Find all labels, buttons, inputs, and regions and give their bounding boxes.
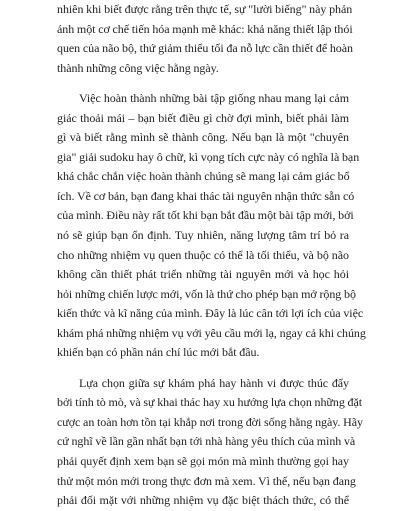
text-line: Việc hoàn thành những bài tập giống nhau mang lại cảm <box>79 91 349 106</box>
text-line: thành những công việc hằng ngày. <box>57 60 219 75</box>
text-line: gia" giải sudoku hay ô chữ, kì vọng tích cực này có nghĩa là bạn <box>57 149 360 164</box>
text-line: của mình. Điều này rất tốt khi bạn bắt đầu một bài tập mới, bởi <box>57 208 354 223</box>
text-line: thử một món mới trong thực đơn mà xem. Vì thế, nếu bạn đang <box>57 473 356 488</box>
text-line: khá chắc chắn việc hoàn thành chúng sẽ mang lại cảm giác bổ <box>57 169 350 184</box>
paragraph-2 <box>57 89 366 363</box>
text-line: nhiên khi biết được rằng trên thực tế, sự "lười biếng" này phản <box>57 2 353 16</box>
text-line: hỏi những chiến lược mới, vốn là thứ cho phép bạn mở rộng bộ <box>57 286 356 301</box>
text-line: Lựa chọn giữa sự khám phá hay hành vi được thúc đẩy <box>79 375 349 390</box>
text-line: bởi tính tò mò, và sự khai thác hay xu hướng lựa chọn những đặt <box>57 395 363 410</box>
text-line: phải đối mặt với những nhiệm vụ đặc biệt thách thức, có thể <box>57 493 349 508</box>
text-line: cứ nghĩ về lần gần nhất bạn tới nhà hàng yêu thích của mình và <box>57 434 356 449</box>
text-line: cược an toàn hơn tồn tại khắp nơi trong đời sống hằng ngày. Hãy <box>57 414 363 429</box>
text-line: kiến thức và kĩ năng của mình. Đây là lúc cân tới lợi ích của việc <box>57 306 364 321</box>
body-text <box>57 0 366 508</box>
paragraph-1 <box>57 0 353 78</box>
text-line: cho những nhiệm vụ quen thuộc có thể là tối thiểu, và bộ não <box>57 247 349 262</box>
text-line: khiến bạn có phần nản chí lúc mới bắt đầu. <box>57 345 260 360</box>
text-line: giác thoải mái – bạn biết điều gì chờ đợi mình, biết phải làm <box>57 110 349 125</box>
text-line: phải quyết định xem bạn sẽ gọi món mà mình thường gọi hay <box>57 454 349 469</box>
text-line: gì và biết rằng mình sẽ thành công. Nếu bạn là một "chuyên <box>57 130 349 145</box>
text-line: khám phá những nhiệm vụ với yêu cầu mới lạ, ngay cả khi chúng <box>57 325 366 340</box>
text-line: ích. Về cơ bản, bạn đang khai thác tài nguyên nhận thức sẵn có <box>57 188 355 203</box>
paragraph-gap <box>57 78 349 89</box>
text-line: quen của não bộ, thứ giảm thiểu tối đa nỗ lực cần thiết để hoàn <box>57 41 353 56</box>
paragraph-gap <box>57 363 349 374</box>
paragraph-3 <box>57 374 363 508</box>
text-line: ánh một cơ chế tiến hóa mạnh mẽ khác: khả năng thiết lập thói <box>57 21 353 36</box>
text-line: nó sẽ giúp bạn ổn định. Tuy nhiên, năng lượng tâm trí bỏ ra <box>57 228 349 243</box>
text-line: không cần thiết phát triển những tài nguyên mới và học hỏi <box>57 267 349 282</box>
